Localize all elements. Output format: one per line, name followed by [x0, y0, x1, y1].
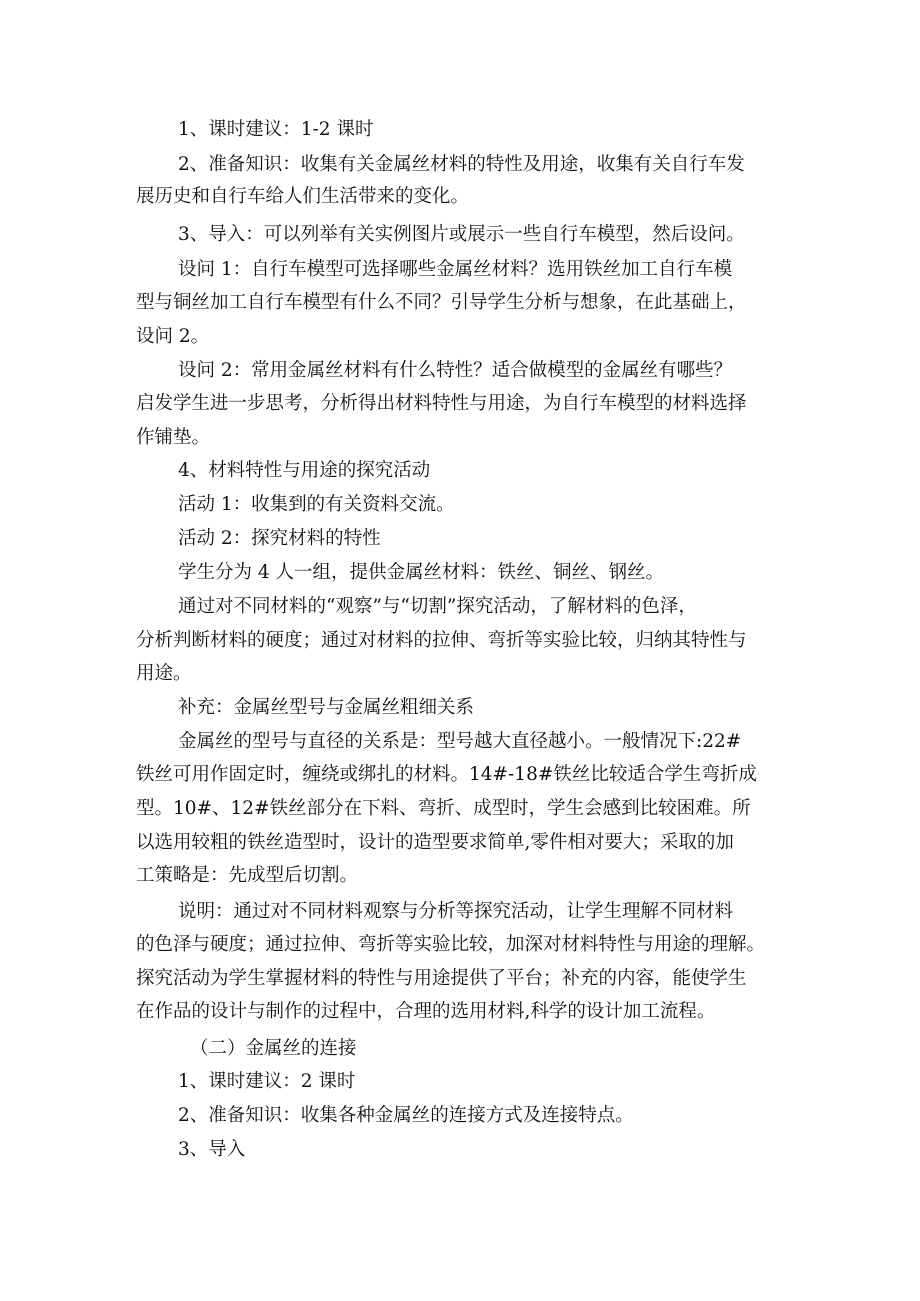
text-line: 展历史和自行车给人们生活带来的变化。 — [136, 186, 470, 207]
text-line: 学生分为 4 人一组，提供金属丝材料：铁丝、铜丝、钢丝。 — [178, 562, 665, 583]
text-line: 补充：金属丝型号与金属丝粗细关系 — [178, 697, 475, 718]
text-line: 1、课时建议：1-2 课时 — [178, 119, 374, 140]
text-line: 2、准备知识：收集有关金属丝材料的特性及用途，收集有关自行车发 — [178, 154, 745, 175]
text-line: 活动 1：收集到的有关资料交流。 — [178, 494, 455, 515]
text-line: 通过对不同材料的“观察”与“切割”探究活动，了解材料的色泽， — [178, 596, 697, 617]
text-line: 设问 2：常用金属丝材料有什么特性？适合做模型的金属丝有哪些？ — [178, 360, 733, 381]
text-line: 设问 1：自行车模型可选择哪些金属丝材料？选用铁丝加工自行车模 — [178, 259, 733, 280]
text-line: 4、材料特性与用途的探究活动 — [178, 460, 431, 481]
text-line: 分析判断材料的硬度；通过对材料的拉伸、弯折等实验比较，归纳其特性与 — [136, 630, 747, 651]
text-line: 工策略是：先成型后切割。 — [136, 865, 359, 886]
text-line: 型。10#、12#铁丝部分在下料、弯折、成型时，学生会感到比较困难。所 — [136, 798, 751, 819]
text-line: 1、课时建议：2 课时 — [178, 1071, 356, 1092]
text-line: 金属丝的型号与直径的关系是：型号越大直径越小。一般情况下:22# — [178, 731, 742, 752]
text-line: 作铺垫。 — [136, 427, 211, 448]
section-heading: （二）金属丝的连接 — [190, 1038, 357, 1059]
text-line: 启发学生进一步思考，分析得出材料特性与用途，为自行车模型的材料选择 — [136, 393, 747, 414]
text-line: 用途。 — [136, 663, 192, 684]
text-line: 铁丝可用作固定时，缠绕或绑扎的材料。14#-18#铁丝比较适合学生弯折成 — [136, 764, 757, 785]
text-line: 的色泽与硬度；通过拉伸、弯折等实验比较，加深对材料特性与用途的理解。 — [136, 934, 766, 955]
text-line: 2、准备知识：收集各种金属丝的连接方式及连接特点。 — [178, 1105, 634, 1126]
text-line: 以选用较粗的铁丝造型时，设计的造型要求简单,零件相对要大；采取的加 — [136, 832, 734, 853]
text-line: 型与铜丝加工自行车模型有什么不同？引导学生分析与想象，在此基础上， — [136, 292, 747, 313]
text-line: 3、导入：可以列举有关实例图片或展示一些自行车模型，然后设问。 — [178, 224, 745, 245]
text-line: 3、导入 — [178, 1139, 246, 1160]
text-line: 在作品的设计与制作的过程中，合理的选用材料,科学的设计加工流程。 — [136, 1001, 716, 1022]
text-line: 说明：通过对不同材料观察与分析等探究活动，让学生理解不同材料 — [178, 901, 734, 922]
text-line: 活动 2：探究材料的特性 — [178, 528, 381, 549]
text-line: 设问 2。 — [136, 326, 210, 347]
text-line: 探究活动为学生掌握材料的特性与用途提供了平台；补充的内容，能使学生 — [136, 968, 747, 989]
